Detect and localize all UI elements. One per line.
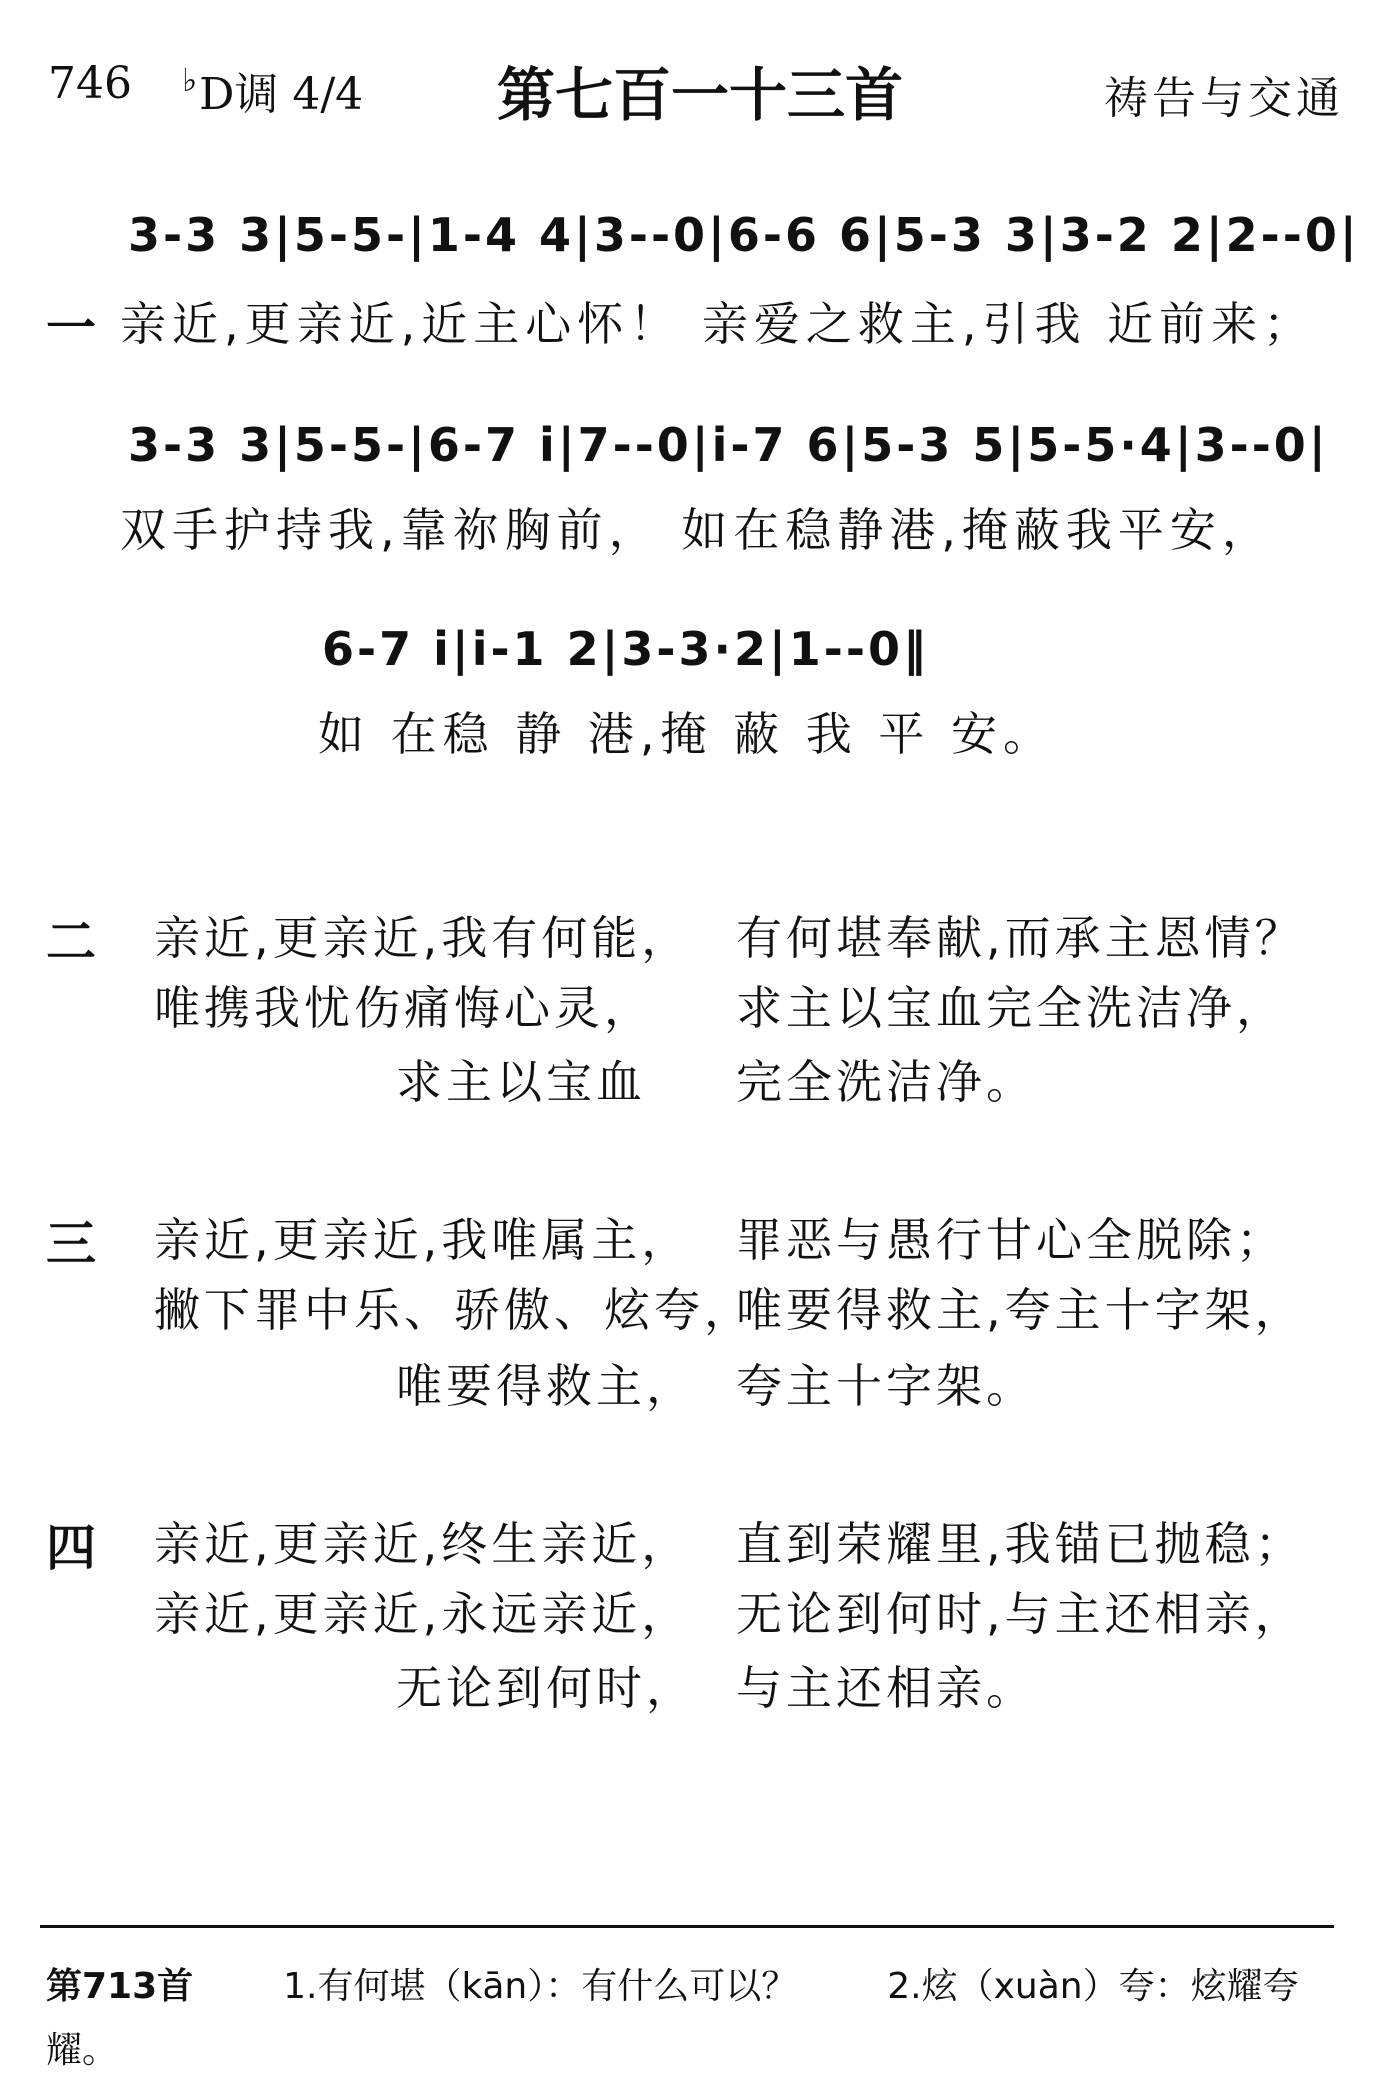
footnote-divider xyxy=(40,1925,1334,1928)
verse-2-line-1-right: 有何堪奉献,而承主恩情？ xyxy=(736,911,1305,965)
verse-3-line-2-left: 撇下罪中乐、骄傲、炫夸， xyxy=(154,1283,754,1337)
page-number: 746 xyxy=(48,58,132,109)
verse-3-line-3-left: 唯要得救主， xyxy=(396,1359,696,1413)
footnote-label: 第713首 xyxy=(46,1966,194,2007)
verse-4-line-2-right: 无论到何时,与主还相亲， xyxy=(736,1587,1305,1641)
verse-2-line-1-left: 亲近,更亲近,我有何能， xyxy=(154,911,692,965)
verse-3-line-2-right: 唯要得救主,夸主十字架， xyxy=(736,1283,1305,1337)
footnote xyxy=(46,1955,1336,2083)
verse-3-line-1-right: 罪恶与愚行甘心全脱除； xyxy=(736,1213,1286,1267)
hymn-title: 第七百一十三首 xyxy=(496,61,903,129)
verse-label-1: 一 xyxy=(46,299,96,357)
hymn-category: 祷告与交通 xyxy=(1104,73,1344,124)
verse-4-line-2-left: 亲近,更亲近,永远亲近， xyxy=(154,1587,692,1641)
verse-2-line-3-right: 完全洗洁净。 xyxy=(736,1055,1036,1109)
lyric-line-3: 如 在稳 静 港,掩 蔽 我 平 安。 xyxy=(318,707,1055,761)
lyric-line-1: 亲近,更亲近,近主心怀！ 亲爱之救主,引我 近前来； xyxy=(120,297,1316,351)
notation-line-1: 3-3 3|5-5-|1-4 4|3--0|6-6 6|5-3 3|3-2 2|2--0| xyxy=(128,208,1360,262)
verse-3-line-3-right: 夸主十字架。 xyxy=(736,1359,1036,1413)
verse-3-line-1-left: 亲近,更亲近,我唯属主， xyxy=(154,1213,692,1267)
footnote-note-2: 2.炫（xuàn）夸：炫耀夸耀。 xyxy=(46,1966,1299,2071)
flat-sign: ♭ xyxy=(182,61,198,99)
verse-4-line-3-left: 无论到何时， xyxy=(396,1661,696,1715)
verse-label-3: 三 xyxy=(46,1215,96,1273)
verse-4-line-3-right: 与主还相亲。 xyxy=(736,1661,1036,1715)
verse-4-line-1-left: 亲近,更亲近,终生亲近， xyxy=(154,1517,692,1571)
lyric-line-2: 双手护持我,靠祢胸前， 如在稳静港,掩蔽我平安， xyxy=(120,503,1274,557)
verse-4-line-1-right: 直到荣耀里,我锚已抛稳； xyxy=(736,1517,1305,1571)
footnote-note-1: 1.有何堪（kān）：有什么可以？ xyxy=(283,1966,798,2007)
verse-2-line-2-right: 求主以宝血完全洗洁净， xyxy=(736,981,1286,1035)
verse-label-4: 四 xyxy=(46,1519,96,1577)
key-signature-text: D调 4/4 xyxy=(199,69,364,120)
notation-line-2: 3-3 3|5-5-|6-7 i|7--0|i-7 6|5-3 5|5-5·4|3--0| xyxy=(128,418,1329,472)
verse-2-line-3-left: 求主以宝血 xyxy=(396,1055,646,1109)
verse-2-line-2-left: 唯携我忧伤痛悔心灵， xyxy=(154,981,654,1035)
notation-line-3: 6-7 i|i-1 2|3-3·2|1--0‖ xyxy=(322,622,929,676)
verse-label-2: 二 xyxy=(46,913,96,971)
